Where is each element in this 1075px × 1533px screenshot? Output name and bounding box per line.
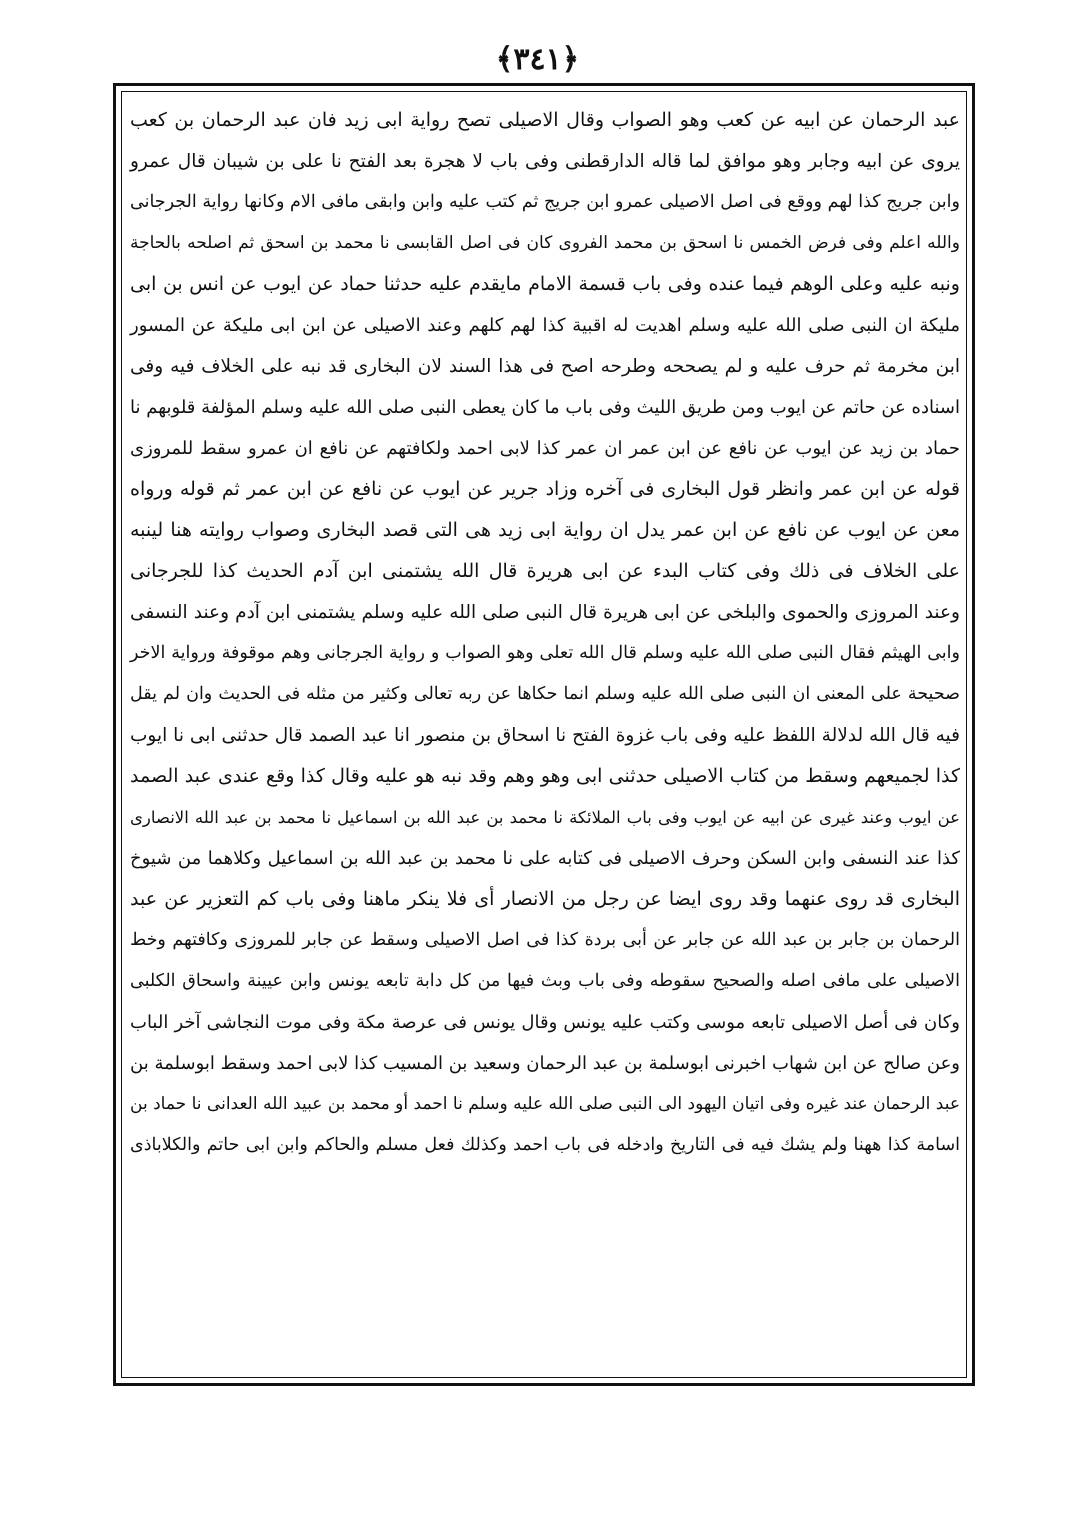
- text-line: على الخلاف فى ذلك وفى كتاب البدء عن ابى هريرة قال الله يشتمنى ابن آدم الحديث كذا للجرجانى: [130, 560, 960, 582]
- text-line: معن عن ايوب عن نافع عن ابن عمر يدل ان رواية ابى زيد هى التى قصد البخارى وصواب روايته هنا لينبه: [130, 519, 960, 541]
- text-line: عن ايوب وعند غيرى عن ابيه عن ايوب وفى باب الملائكة نا محمد بن عبد الله بن اسماعيل نا محمد بن عبد الله الانصارى: [130, 808, 960, 827]
- text-line: كذا لجميعهم وسقط من كتاب الاصيلى حدثنى ابى وهو وهم وقد نبه هو عليه وقال كذا وقع عندى عبد الصمد: [130, 765, 960, 787]
- text-line: يروى عن ابيه وجابر وهو موافق لما قاله الدارقطنى وفى باب لا هجرة بعد الفتح نا على بن شيبان قال عمرو: [130, 151, 960, 172]
- text-line: حماد بن زيد عن ايوب عن نافع عن ابن عمر ان عمر كذا لابى احمد ولكافتهم عن نافع ان عمرو سقط للمروزى: [130, 438, 960, 459]
- text-line: وابن جريج كذا لهم ووقع فى اصل الاصيلى عمرو ابن جريج ثم كتب عليه وابن وابقى مافى الام وكانها رواية الجرجانى: [130, 192, 960, 212]
- text-line: الرحمان بن جابر بن عبد الله عن جابر عن أبى بردة كذا فى اصل الاصيلى وسقط عن جابر للمروزى وكافتهم وخط: [130, 930, 960, 950]
- text-line: فيه قال الله لدلالة اللفظ عليه وفى باب غزوة الفتح نا اسحاق بن منصور انا عبد الصمد قال حدثنى ابى نا ايوب: [130, 725, 960, 746]
- text-line: كذا عند النسفى وابن السكن وحرف الاصيلى فى كتابه على نا محمد بن عبد الله بن اسماعيل وكلاهما من شيوخ: [130, 848, 960, 869]
- text-line: ابن مخرمة ثم حرف عليه و لم يصححه وطرحه اصح فى هذا السند لان البخارى قد نبه على الخلاف فيه وفى: [130, 356, 960, 377]
- text-line: وعن صالح عن ابن شهاب اخبرنى ابوسلمة بن عبد الرحمان وسعيد بن المسيب كذا لابى احمد وسقط ابوسلمة بن: [130, 1053, 960, 1074]
- text-line: والله اعلم وفى فرض الخمس نا اسحق بن محمد الفروى كان فى اصل القابسى نا محمد بن اسحق ثم اصلحه بالحاجة: [130, 233, 960, 253]
- text-line: اسامة كذا ههنا ولم يشك فيه فى التاريخ وادخله فى باب احمد وكذلك فعل مسلم والحاكم وابن ابى حاتم والكلاباذى: [130, 1135, 960, 1155]
- text-line: مليكة ان النبى صلى الله عليه وسلم اهديت له اقبية كذا لهم كلهم وعند الاصيلى عن ابن ابى مليكة عن المسور: [130, 315, 960, 336]
- text-line: قوله عن ابن عمر وانظر قول البخارى فى آخره وزاد جرير عن ايوب عن نافع عن ابن عمر ثم قوله ورواه: [130, 478, 960, 500]
- text-line: وابى الهيثم فقال النبى صلى الله عليه وسلم قال الله تعلى وهو الصواب و رواية الجرجانى وهم موقوفة ورواية الاخر: [130, 643, 960, 663]
- text-line: وكان فى أصل الاصيلى تابعه موسى وكتب عليه يونس وقال يونس فى عرصة مكة وفى موت النجاشى آخر الباب: [130, 1012, 960, 1033]
- text-line: وعند المروزى والحموى والبلخى عن ابى هريرة قال النبى صلى الله عليه وسلم يشتمنى ابن آدم وعند النسفى: [130, 602, 960, 623]
- text-line: عبد الرحمان عن ابيه عن كعب وهو الصواب وقال الاصيلى تصح رواية ابى زيد فان عبد الرحمان بن كعب: [130, 109, 960, 131]
- body-text: [124, 100, 966, 1374]
- text-line: اسناده عن حاتم عن ايوب ومن طريق الليث وفى باب ما كان يعطى النبى صلى الله عليه وسلم المؤلفة قلوبهم نا: [130, 397, 960, 418]
- text-line: الاصيلى على مافى اصله والصحيح سقوطه وفى باب وبث فيها من كل دابة تابعه يونس وابن عيينة واسحاق الكلبى: [130, 971, 960, 991]
- page-number: ﴿٣٤١﴾: [495, 42, 580, 77]
- text-line: صحيحة على المعنى ان النبى صلى الله عليه وسلم انما حكاها عن ربه تعالى وكثير من مثله فى الحديث وان لم يقل: [130, 684, 960, 704]
- text-line: عبد الرحمان عند غيره وفى اتيان اليهود الى النبى صلى الله عليه وسلم نا احمد أو محمد بن عبيد الله العدانى نا حماد بن: [130, 1094, 960, 1114]
- text-line: ونبه عليه وعلى الوهم فيما عنده وفى باب قسمة الامام مايقدم عليه حدثنا حماد عن ايوب عن انس بن ابى: [130, 273, 960, 295]
- text-line: البخارى قد روى عنهما وقد روى ايضا عن رجل من الانصار أى فلا ينكر ماهنا وفى باب كم التعزير عن عبد: [130, 888, 960, 910]
